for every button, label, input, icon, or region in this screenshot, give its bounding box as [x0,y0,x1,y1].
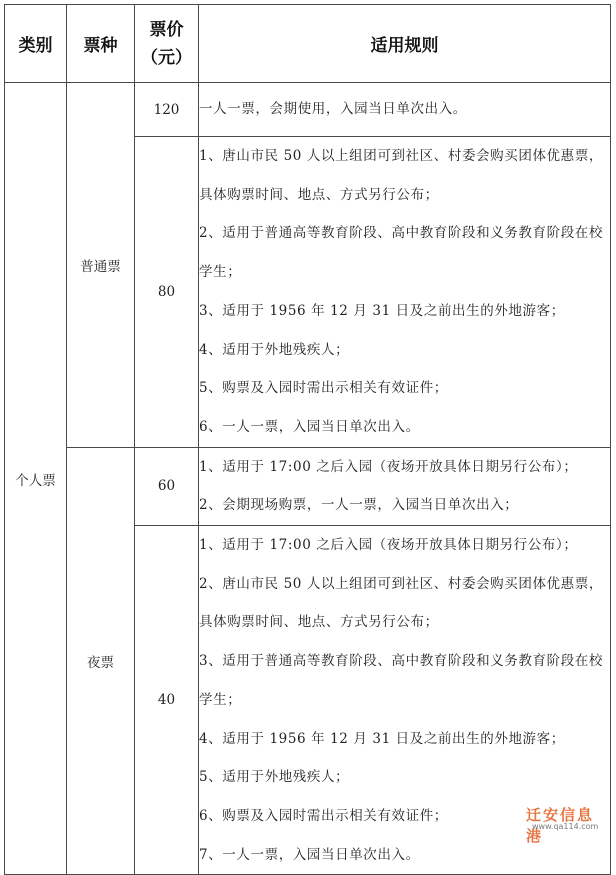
rule-line: 一人一票，会期使用，入园当日单次出入。 [199,101,467,118]
rules-80 [199,137,611,448]
price-80: 80 [135,137,199,448]
header-price [135,5,199,83]
rule-line: 3、适用于 1956 年 12 月 31 日及之前出生的外地游客； [199,302,565,319]
rules-120 [199,83,611,137]
price-60: 60 [135,447,199,525]
watermark-title: 迁安信息港 [526,806,595,845]
category-cell: 个人票 [5,83,67,875]
ticket-price-table [4,4,611,875]
rule-line: 1、适用于 17:00 之后入园（夜场开放具体日期另行公布）； [199,458,578,475]
table-header-row [5,5,611,83]
table-row [5,447,611,525]
rule-line: 6、一人一票，入园当日单次出入。 [199,418,420,435]
header-category: 类别 [5,5,67,83]
table-row [5,83,611,137]
rule-line: 1、适用于 17:00 之后入园（夜场开放具体日期另行公布）； [199,537,578,554]
header-price-line1: 票价 [149,19,184,40]
rule-line: 4、适用于外地残疾人； [199,341,350,358]
ticket-type-night: 夜票 [67,447,135,875]
header-ticket-type: 票种 [67,5,135,83]
rule-line: 4、适用于 1956 年 12 月 31 日及之前出生的外地游客； [199,730,565,747]
rules-60 [199,447,611,525]
price-40: 40 [135,526,199,875]
price-120: 120 [135,83,199,137]
rule-line: 1、唐山市民 50 人以上组团可到社区、村委会购买团体优惠票，具体购票时间、地点、方式另行公布； [199,148,603,203]
watermark-url: www.qa114.com [532,822,599,831]
rule-line: 5、适用于外地残疾人； [199,769,350,786]
ticket-type-regular: 普通票 [67,83,135,448]
header-price-line2: （元） [141,47,192,68]
rule-line: 2、会期现场购票，一人一票，入园当日单次出入； [199,497,519,514]
rule-line: 2、适用于普通高等教育阶段、高中教育阶段和义务教育阶段在校学生； [199,225,603,281]
rule-line: 5、购票及入园时需出示相关有效证件； [199,380,448,397]
header-rules: 适用规则 [199,5,611,83]
rule-line: 3、适用于普通高等教育阶段、高中教育阶段和义务教育阶段在校学生； [199,653,603,708]
rule-line: 7、一人一票，入园当日单次出入。 [199,846,420,863]
rule-line: 6、购票及入园时需出示相关有效证件； [199,807,448,824]
rule-line: 2、唐山市民 50 人以上组团可到社区、村委会购买团体优惠票，具体购票时间、地点、方式另行公布； [199,575,603,631]
site-watermark [526,804,610,845]
